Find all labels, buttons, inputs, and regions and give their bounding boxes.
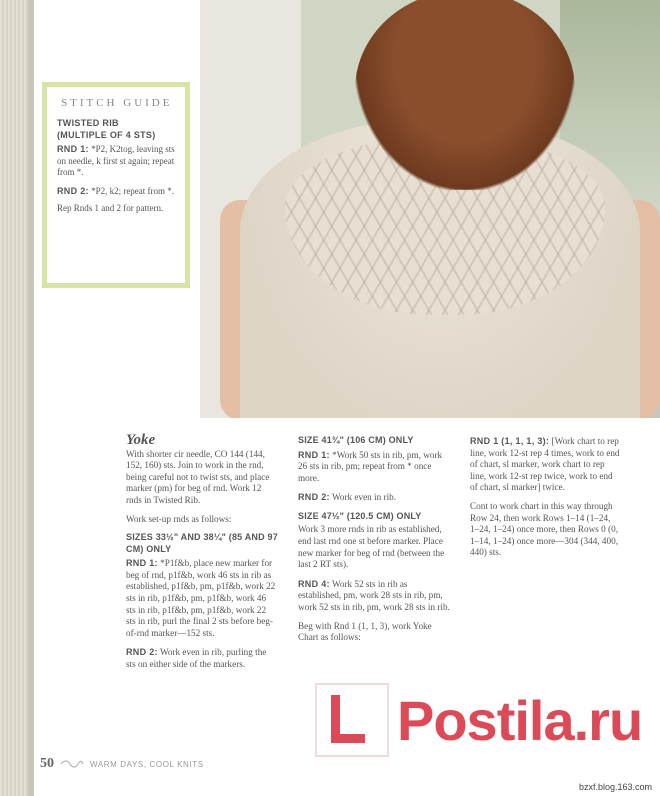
text-column-1 [126, 432, 278, 678]
swirl-ornament-icon [60, 760, 84, 768]
watermark-text: Postila.ru [397, 688, 643, 752]
book-title: WARM DAYS, COOL KNITS [90, 759, 204, 769]
rnd-text: *P1f&b, place new marker for beg of rnd, p1f&b, work 46 sts in rib as established, p1f&b, pm, p1f&b, work 22 sts in rib, p1f&b, pm, p1f&b, work 46 sts in rib, p1f&b, pm, p1f&b, work 22 sts in rib, purl the final 2 sts before beg-of-rnd marker—152 sts. [126, 558, 276, 638]
rnd-label: RND 1 (1, 1, 1, 3): [470, 436, 550, 446]
rnd-text: *P2, k2; repeat from *. [88, 185, 175, 196]
rnd-label: RND 2: [57, 185, 89, 196]
instruction-rnd2 [298, 491, 450, 504]
rnd-label: RND 2: [126, 647, 158, 658]
sweater-photo [200, 0, 660, 418]
rnd-label: RND 1: [126, 558, 158, 569]
stitch-guide-title: STITCH GUIDE [61, 97, 173, 109]
page-footer [40, 757, 204, 771]
rnd-label: RND 1: [298, 449, 330, 460]
stitch-guide-rnd1 [57, 143, 175, 179]
rnd-label: RND 1: [57, 144, 89, 154]
size-instruction: Work 3 more rnds in rib as established, end last rnd one st before marker. Place new marker for beg of rnd (between the last 2 RT sts). [298, 524, 445, 570]
instruction-rnd1 [298, 449, 450, 485]
instruction-rnd1 [470, 435, 620, 494]
rnd-text: *Work 50 sts in rib, pm, work 26 sts in rib, pm; repeat from * once more. [298, 449, 443, 483]
photo-hair [355, 0, 575, 190]
chart-intro: Beg with Rnd 1 (1, 1, 3), work Yoke Chart as follows: [298, 620, 432, 643]
size-heading: SIZE 47½" (120.5 CM) ONLY [298, 510, 422, 521]
stitch-guide-heading: TWISTED RIB [57, 118, 119, 128]
rnd-text: [Work chart to rep line, work 12-st rep 4 times, work to end of chart, sl marker, work chart to rep line, work 12-st rep twice, work to end of chart, sl marker] twice. [470, 436, 620, 493]
text-column-3 [470, 435, 620, 566]
instruction-rnd2 [126, 646, 278, 670]
continue-instruction: Cont to work chart in this way through Row 24, then work Rows 1–14 (1–24, 1–24, 1–24) once more, then Rows 0 (0, 1–14, 1–24) once more—304 (344, 400, 440) sts. [470, 500, 618, 558]
size-heading: SIZE 41¾" (106 CM) ONLY [298, 435, 414, 445]
stitch-guide-box [42, 82, 190, 288]
stitch-guide-rnd2 [57, 185, 175, 198]
instruction-rnd4 [298, 578, 450, 614]
rnd-label: RND 4: [298, 578, 330, 589]
page-number: 50 [40, 756, 54, 771]
page-edge-texture [0, 0, 34, 796]
section-heading-yoke: Yoke [126, 432, 156, 448]
rnd-text: Work even in rib, purling the sts on either side of the markers. [126, 647, 267, 669]
rnd-text: *P2, K2tog, leaving sts on needle, k first st again; repeat from *. [57, 144, 175, 177]
stitch-guide-heading-sub: (MULTIPLE OF 4 STS) [57, 130, 156, 140]
watermark-logo-icon [315, 683, 389, 757]
source-url: bzxf.blog.163.com [578, 782, 652, 792]
stitch-guide-repeat: Rep Rnds 1 and 2 for pattern. [57, 203, 164, 213]
rnd-text: Work 52 sts in rib as established, pm, work 28 sts in rib, pm, work 52 sts in rib, pm, work 28 sts in rib. [298, 578, 450, 612]
setup-rounds-intro: Work set-up rnds as follows: [126, 513, 232, 524]
yoke-intro: With shorter cir needle, CO 144 (144, 152, 160) sts. Join to work in the rnd, being careful not to twist sts, and place marker (pm) for beg of rnd. Work 12 rnds in Twisted Rib. [126, 448, 270, 505]
size-heading: SIZES 33½" AND 38¼" (85 AND 97 CM) ONLY [126, 532, 278, 554]
watermark [315, 683, 642, 757]
text-column-2 [298, 435, 450, 651]
instruction-rnd1 [126, 557, 278, 639]
rnd-text: Work even in rib. [329, 492, 397, 503]
rnd-label: RND 2: [298, 492, 330, 503]
